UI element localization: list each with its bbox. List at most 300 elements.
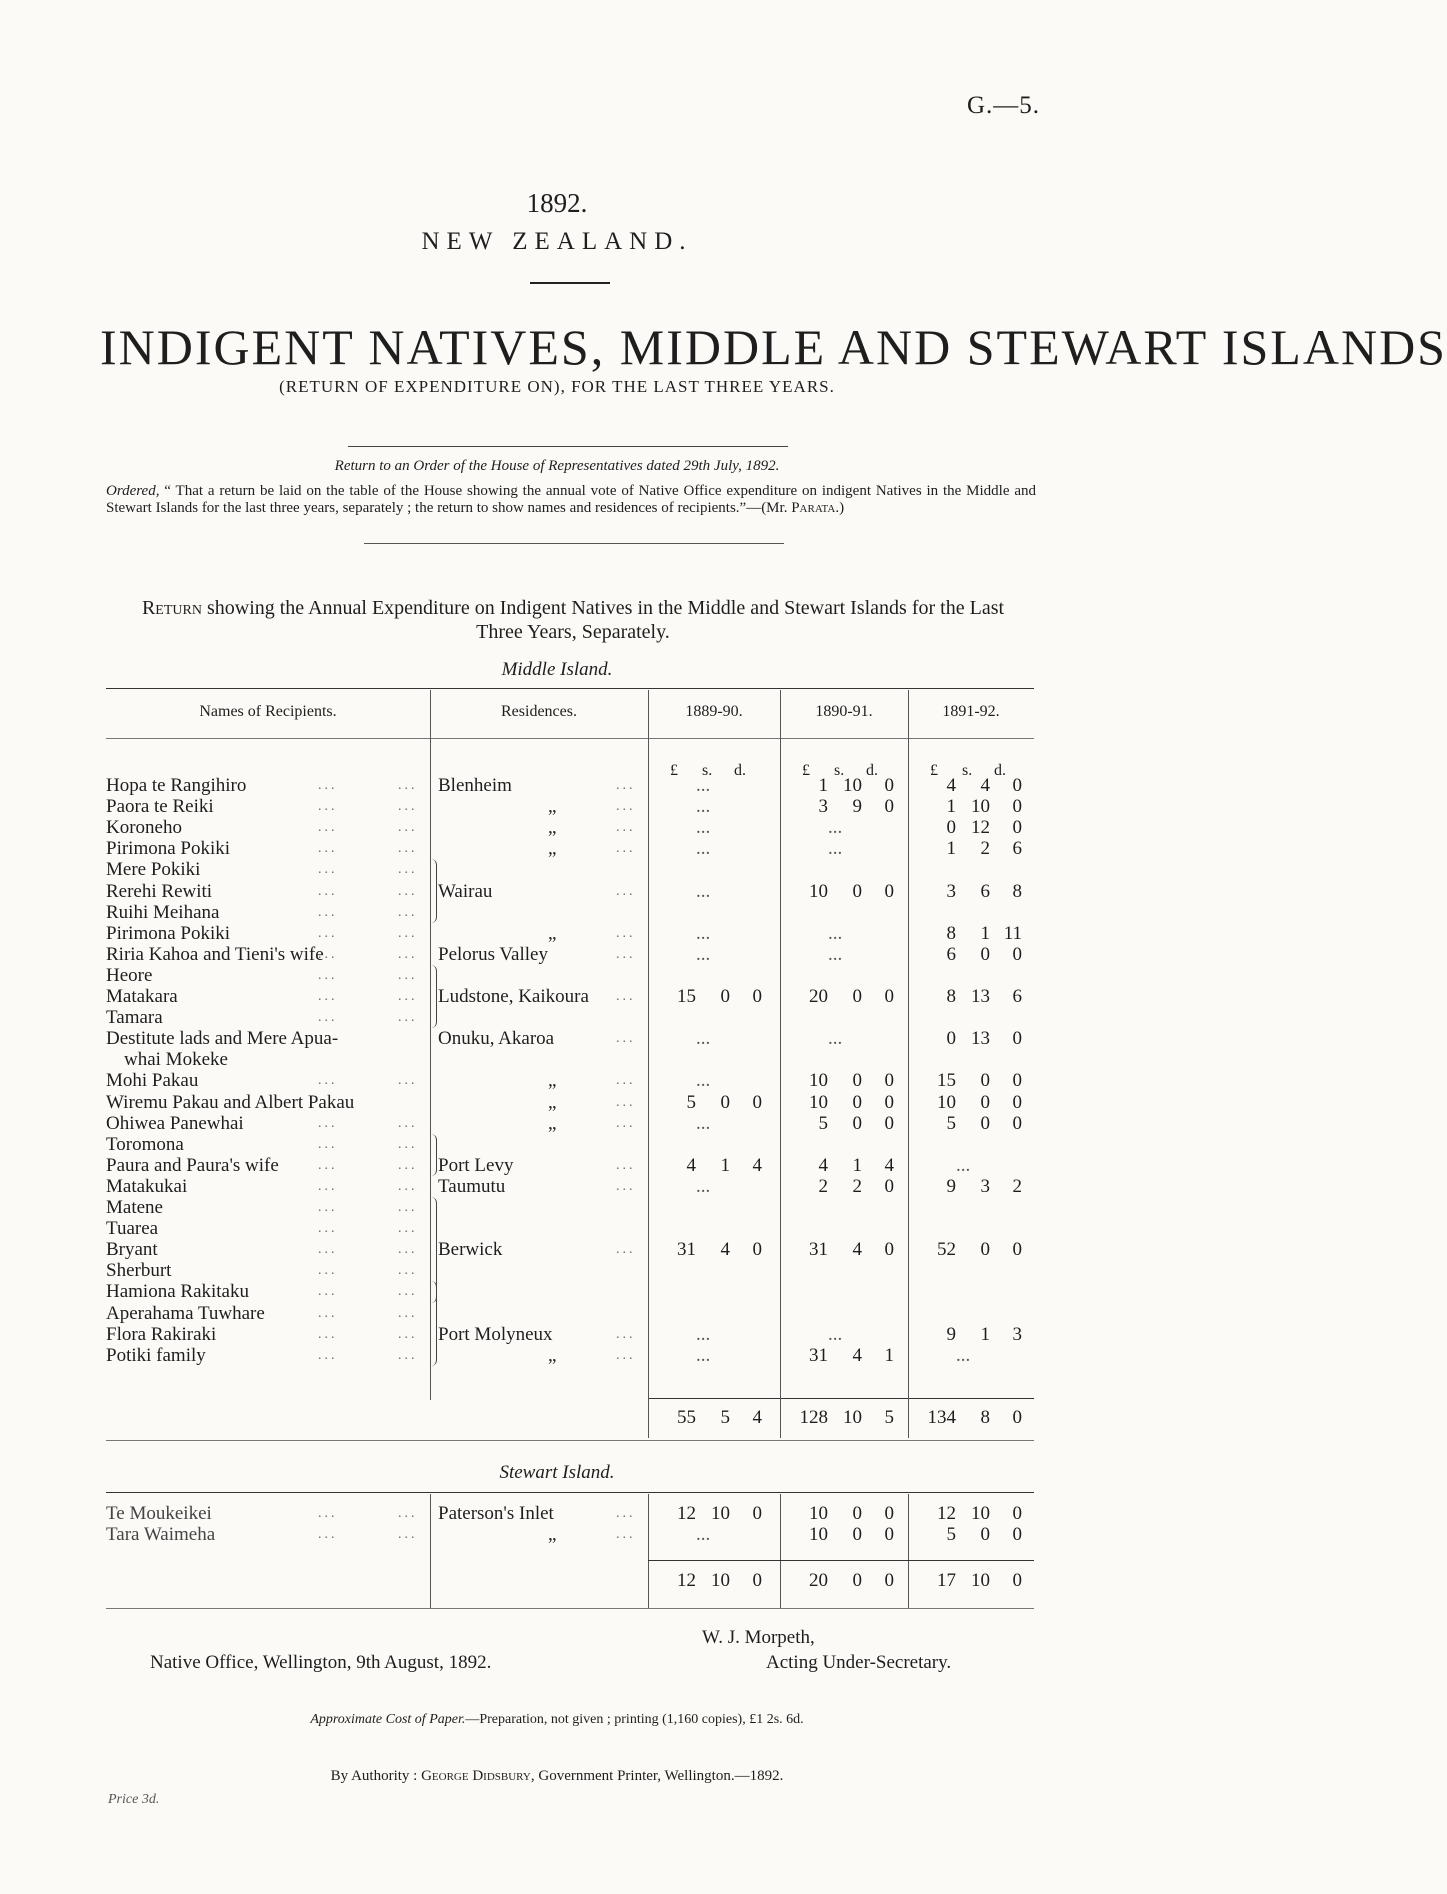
- amount-y91: 2: [1012, 1175, 1022, 1197]
- column-divider: [430, 1494, 431, 1608]
- amount-y91: 0: [1012, 1239, 1022, 1261]
- amount-y89: 4: [720, 1239, 730, 1261]
- column-divider: [648, 690, 649, 1400]
- total-y91: 0: [1012, 1570, 1022, 1591]
- leader-dots: ...: [398, 1178, 418, 1194]
- leader-dots: ...: [398, 904, 418, 920]
- amount-y90: 10: [809, 880, 828, 902]
- recipient-name: Hopa te Rangihiro: [106, 775, 247, 796]
- residence: Paterson's Inlet: [438, 1503, 554, 1524]
- amount-y91: 0: [946, 817, 956, 839]
- leader-dots: ...: [398, 1136, 418, 1152]
- recipient-name: Koroneho: [106, 817, 182, 839]
- leader-dots: ...: [318, 1178, 338, 1194]
- total-y90: 0: [884, 1570, 894, 1591]
- amount-y91: 0: [1012, 1070, 1022, 1092]
- amount-y91: 5: [946, 1524, 956, 1545]
- amount-y89: 10: [711, 1503, 730, 1524]
- divider: [530, 282, 610, 284]
- recipient-name: Tara Waimeha: [106, 1524, 216, 1545]
- leader-dots: ...: [398, 1305, 418, 1321]
- column-divider: [780, 1494, 781, 1608]
- residence: Wairau: [438, 880, 493, 902]
- return-lead: Return: [141, 597, 202, 619]
- amount-y91: 10: [971, 796, 990, 818]
- leader-dots: ...: [616, 799, 636, 815]
- leader-dots: ...: [318, 778, 338, 793]
- residence: „: [548, 838, 557, 860]
- amount-y90: 20: [809, 986, 828, 1007]
- document-reference: G.—5.: [966, 92, 1040, 119]
- currency-unit-label: £: [930, 762, 938, 779]
- amount-y91: 9: [946, 1175, 956, 1197]
- leader-dots: ...: [318, 946, 338, 962]
- recipient-name: Bryant: [106, 1239, 158, 1261]
- recipient-name: Pirimona Pokiki: [106, 838, 231, 860]
- total-y89: 10: [711, 1570, 730, 1591]
- residence: „: [548, 796, 557, 818]
- amount-y89: 0: [752, 1503, 762, 1524]
- amount-y89: 0: [752, 986, 762, 1007]
- amount-y90: 0: [884, 775, 894, 796]
- leader-dots: ...: [616, 1073, 636, 1089]
- amount-y89: 4: [752, 1154, 762, 1176]
- currency-unit-label: d.: [994, 762, 1006, 779]
- amount-y90: 10: [809, 1091, 828, 1113]
- amount-y90: 2: [818, 1175, 828, 1197]
- total-y89: 4: [752, 1407, 762, 1428]
- leader-dots: ...: [398, 967, 418, 983]
- leader-dots: ...: [398, 1242, 418, 1258]
- empty-amount: ...: [696, 1070, 711, 1092]
- page-subtitle: (RETURN OF EXPENDITURE ON), FOR THE LAST THREE YEARS.: [279, 377, 835, 396]
- amount-y90: 10: [809, 1503, 828, 1524]
- middle-island-label: Middle Island.: [501, 659, 613, 680]
- column-header-year-1890-91: 1890-91.: [815, 703, 873, 720]
- empty-amount: ...: [696, 1175, 711, 1197]
- order-reference: Return to an Order of the House of Representatives dated 29th July, 1892.: [334, 458, 780, 474]
- amount-y91: 52: [937, 1239, 956, 1261]
- place-date: Native Office, Wellington, 9th August, 1892.: [150, 1652, 492, 1673]
- order-end: .): [835, 500, 845, 516]
- leader-dots: ...: [398, 1221, 418, 1237]
- column-divider: [908, 1398, 909, 1438]
- amount-y91: 0: [1012, 775, 1022, 796]
- empty-amount: ...: [696, 880, 711, 902]
- amount-y90: 0: [852, 1112, 862, 1134]
- table-head-rule: [106, 738, 1034, 739]
- leader-dots: ...: [318, 1200, 338, 1215]
- total-rule: [648, 1560, 1034, 1561]
- order-text: [106, 483, 1036, 517]
- empty-amount: ...: [696, 817, 711, 839]
- empty-amount: ...: [956, 1344, 971, 1366]
- amount-y90: 10: [809, 1524, 828, 1545]
- cost-label: Approximate Cost of Paper.: [310, 1712, 466, 1727]
- total-y89: 0: [752, 1570, 762, 1591]
- amount-y91: 0: [1012, 943, 1022, 965]
- amount-y90: 0: [884, 1112, 894, 1134]
- printer-lead: By Authority :: [330, 1768, 422, 1784]
- residence: Ludstone, Kaikoura: [438, 986, 589, 1007]
- amount-y89: 12: [677, 1503, 696, 1524]
- residence: „: [548, 1344, 557, 1366]
- currency-unit-label: s.: [962, 762, 973, 779]
- empty-amount: ...: [828, 838, 843, 860]
- amount-y91: 3: [1012, 1323, 1022, 1345]
- amount-y91: 1: [946, 796, 956, 818]
- leader-dots: ...: [398, 1347, 418, 1363]
- leader-dots: ...: [318, 1136, 338, 1152]
- amount-y90: 0: [852, 1091, 862, 1113]
- leader-dots: ...: [616, 1157, 636, 1173]
- empty-amount: ...: [696, 775, 711, 796]
- column-header-names: Names of Recipients.: [199, 703, 337, 720]
- recipient-name: Te Moukeikei: [106, 1503, 212, 1524]
- divider: [348, 446, 788, 447]
- recipient-name: Matene: [106, 1197, 163, 1218]
- divider: [364, 543, 784, 544]
- leader-dots: ...: [616, 1178, 636, 1194]
- amount-y91: 0: [980, 1091, 990, 1113]
- amount-y90: 0: [884, 1091, 894, 1113]
- empty-amount: ...: [696, 1524, 711, 1545]
- residence: Onuku, Akaroa: [438, 1028, 555, 1050]
- amount-y91: 8: [946, 986, 956, 1007]
- residence: „: [548, 1070, 557, 1092]
- total-y91: 8: [980, 1407, 990, 1428]
- amount-y91: 0: [980, 1239, 990, 1261]
- amount-y91: 0: [980, 1524, 990, 1545]
- residence: Blenheim: [438, 775, 512, 796]
- amount-y90: 1: [884, 1344, 894, 1366]
- total-y90: 10: [843, 1407, 862, 1428]
- total-y90: 5: [884, 1407, 894, 1428]
- amount-y91: 0: [1012, 796, 1022, 818]
- empty-amount: ...: [696, 1323, 711, 1345]
- recipient-name: Riria Kahoa and Tieni's wife: [106, 943, 324, 965]
- leader-dots: ...: [616, 778, 636, 793]
- amount-y91: 5: [946, 1112, 956, 1134]
- grouping-brace: [430, 859, 437, 922]
- amount-y91: 3: [980, 1175, 990, 1197]
- amount-y91: 1: [980, 922, 990, 944]
- amount-y90: 0: [884, 1175, 894, 1197]
- amount-y90: 4: [884, 1154, 894, 1176]
- cost-text: —Preparation, not given ; printing (1,160 copies), £1 2s. 6d.: [465, 1712, 804, 1727]
- printer-text: , Government Printer, Wellington.—1892.: [530, 1768, 784, 1784]
- amount-y91: 1: [946, 838, 956, 860]
- amount-y90: 31: [809, 1239, 828, 1261]
- cost-note: [0, 1712, 1114, 1728]
- amount-y91: 0: [1012, 817, 1022, 839]
- leader-dots: ...: [318, 904, 338, 920]
- amount-y91: 13: [971, 1028, 990, 1050]
- country-heading: NEW ZEALAND.: [421, 228, 693, 255]
- amount-y91: 0: [980, 1112, 990, 1134]
- amount-y91: 9: [946, 1323, 956, 1345]
- leader-dots: ...: [398, 1263, 418, 1279]
- column-divider: [780, 690, 781, 1400]
- amount-y89: 4: [686, 1154, 696, 1176]
- leader-dots: ...: [318, 799, 338, 815]
- table-rule: [106, 1440, 1034, 1441]
- empty-amount: ...: [828, 943, 843, 965]
- empty-amount: ...: [696, 838, 711, 860]
- total-y90: 128: [799, 1407, 828, 1428]
- price: Price 3d.: [108, 1792, 160, 1807]
- leader-dots: ...: [318, 967, 338, 983]
- empty-amount: ...: [696, 796, 711, 818]
- amount-y91: 4: [980, 775, 990, 796]
- amount-y91: 12: [971, 817, 990, 839]
- column-divider: [908, 690, 909, 1400]
- leader-dots: ...: [318, 1010, 338, 1026]
- recipient-name: Pirimona Pokiki: [106, 922, 231, 944]
- amount-y90: 0: [884, 880, 894, 902]
- recipient-name: Destitute lads and Mere Apua-: [106, 1028, 339, 1050]
- column-divider: [908, 1494, 909, 1608]
- amount-y91: 0: [946, 1028, 956, 1050]
- recipient-name: Sherburt: [106, 1260, 172, 1282]
- leader-dots: ...: [318, 1326, 338, 1342]
- table-bottom-rule: [106, 1608, 1034, 1609]
- total-rule: [648, 1398, 1034, 1399]
- leader-dots: ...: [398, 883, 418, 899]
- leader-dots: ...: [616, 946, 636, 962]
- amount-y90: 0: [884, 986, 894, 1007]
- grouping-brace: [430, 1281, 437, 1365]
- residence: Port Molyneux: [438, 1323, 553, 1345]
- column-header-year-1889-90: 1889-90.: [685, 703, 743, 720]
- recipient-name: Matakara: [106, 986, 178, 1007]
- leader-dots: ...: [318, 1305, 338, 1321]
- amount-y91: 0: [1012, 1524, 1022, 1545]
- amount-y89: 0: [720, 986, 730, 1007]
- amount-y90: 4: [852, 1239, 862, 1261]
- amount-y91: 11: [1003, 922, 1022, 944]
- total-y91: 17: [937, 1570, 956, 1591]
- empty-amount: ...: [828, 922, 843, 944]
- column-header-year-1891-92: 1891-92.: [942, 703, 1000, 720]
- recipient-name: Mohi Pakau: [106, 1070, 199, 1092]
- leader-dots: ...: [616, 1347, 636, 1363]
- return-heading: [118, 596, 1028, 644]
- amount-y91: 12: [937, 1503, 956, 1524]
- page-title: INDIGENT NATIVES, MIDDLE AND STEWART ISLANDS: [100, 319, 1447, 375]
- grouping-brace: [430, 1134, 437, 1176]
- residence: Port Levy: [438, 1154, 514, 1176]
- order-body: “ That a return be laid on the table of the House showing the annual vote of Native Office expenditure on indigent Natives in the Middle and Stewart Islands for the last three years, separately ; the return to show names and residences of recipients.”—(Mr.: [106, 483, 1036, 516]
- recipient-name: Wiremu Pakau and Albert Pakau: [106, 1091, 355, 1113]
- leader-dots: ...: [318, 1242, 338, 1258]
- leader-dots: ...: [398, 946, 418, 962]
- currency-unit-label: d.: [866, 762, 878, 779]
- recipient-name: Flora Rakiraki: [106, 1323, 217, 1345]
- amount-y90: 0: [852, 880, 862, 902]
- amount-y90: 1: [852, 1154, 862, 1176]
- currency-unit-label: £: [670, 762, 678, 779]
- residence: Pelorus Valley: [438, 943, 548, 965]
- recipient-name: Paura and Paura's wife: [106, 1154, 279, 1176]
- residence: „: [548, 1524, 557, 1545]
- leader-dots: ...: [318, 1157, 338, 1173]
- recipient-name: Heore: [106, 964, 153, 986]
- amount-y91: 10: [971, 1503, 990, 1524]
- total-y89: 55: [677, 1407, 696, 1428]
- leader-dots: ...: [616, 1242, 636, 1258]
- empty-amount: ...: [828, 1323, 843, 1345]
- residence: Berwick: [438, 1239, 503, 1261]
- table-rule: [106, 1492, 1034, 1493]
- amount-y91: 0: [980, 943, 990, 965]
- recipient-name: Mere Pokiki: [106, 859, 201, 881]
- amount-y91: 6: [1012, 986, 1022, 1007]
- column-divider: [648, 1398, 649, 1438]
- empty-amount: ...: [696, 1344, 711, 1366]
- amount-y90: 0: [852, 1503, 862, 1524]
- amount-y90: 10: [809, 1070, 828, 1092]
- amount-y91: 10: [937, 1091, 956, 1113]
- leader-dots: ...: [616, 1527, 636, 1542]
- amount-y91: 3: [946, 880, 956, 902]
- amount-y90: 0: [884, 1239, 894, 1261]
- leader-dots: ...: [398, 841, 418, 857]
- currency-unit-label: s.: [702, 762, 713, 779]
- leader-dots: ...: [616, 820, 636, 836]
- amount-y91: 1: [980, 1323, 990, 1345]
- amount-y89: 1: [720, 1154, 730, 1176]
- amount-y90: 9: [852, 796, 862, 818]
- amount-y91: 6: [1012, 838, 1022, 860]
- amount-y90: 4: [818, 1154, 828, 1176]
- leader-dots: ...: [616, 1094, 636, 1110]
- order-mover: Parata: [791, 500, 836, 516]
- leader-dots: ...: [318, 1073, 338, 1089]
- amount-y90: 0: [884, 1503, 894, 1524]
- amount-y90: 0: [884, 796, 894, 818]
- stewart-island-label: Stewart Island.: [499, 1462, 615, 1483]
- leader-dots: ...: [318, 883, 338, 899]
- amount-y90: 5: [818, 1112, 828, 1134]
- recipient-name: whai Mokeke: [124, 1049, 228, 1071]
- leader-dots: ...: [318, 1527, 338, 1542]
- amount-y91: 4: [946, 775, 956, 796]
- leader-dots: ...: [398, 1326, 418, 1342]
- total-y91: 10: [971, 1570, 990, 1591]
- leader-dots: ...: [398, 1527, 418, 1542]
- amount-y90: 0: [852, 986, 862, 1007]
- recipient-name: Paora te Reiki: [106, 796, 214, 818]
- empty-amount: ...: [696, 922, 711, 944]
- leader-dots: ...: [318, 1284, 338, 1300]
- recipient-name: Rerehi Rewiti: [106, 880, 213, 902]
- leader-dots: ...: [616, 883, 636, 899]
- amount-y90: 10: [843, 775, 862, 796]
- amount-y90: 0: [852, 1524, 862, 1545]
- currency-unit-label: d.: [734, 762, 746, 779]
- amount-y90: 4: [852, 1344, 862, 1366]
- leader-dots: ...: [398, 989, 418, 1004]
- amount-y91: 6: [946, 943, 956, 965]
- residence: Taumutu: [438, 1175, 506, 1197]
- recipient-name: Toromona: [106, 1133, 184, 1155]
- amount-y91: 13: [971, 986, 990, 1007]
- leader-dots: ...: [318, 925, 338, 941]
- amount-y91: 0: [1012, 1503, 1022, 1524]
- residence: „: [548, 1091, 557, 1113]
- empty-amount: ...: [696, 943, 711, 965]
- leader-dots: ...: [398, 1157, 418, 1173]
- year: 1892.: [526, 188, 588, 218]
- leader-dots: ...: [318, 1506, 338, 1521]
- column-header-residences: Residences.: [501, 703, 577, 720]
- amount-y90: 0: [884, 1524, 894, 1545]
- recipient-name: Aperahama Tuwhare: [106, 1302, 265, 1324]
- leader-dots: ...: [318, 1263, 338, 1279]
- leader-dots: ...: [616, 841, 636, 857]
- leader-dots: ...: [616, 1506, 636, 1521]
- residence: „: [548, 817, 557, 839]
- empty-amount: ...: [956, 1154, 971, 1176]
- amount-y90: 0: [852, 1070, 862, 1092]
- leader-dots: ...: [318, 1347, 338, 1363]
- total-y90: 0: [852, 1570, 862, 1591]
- amount-y90: 31: [809, 1344, 828, 1366]
- recipient-name: Hamiona Rakitaku: [106, 1281, 249, 1303]
- table-top-rule: [106, 688, 1034, 689]
- grouping-brace: [430, 965, 437, 1028]
- return-body: showing the Annual Expenditure on Indigent Natives in the Middle and Stewart Islands for the Last Three Years, Separately.: [201, 597, 1005, 643]
- amount-y91: 8: [946, 922, 956, 944]
- amount-y91: 0: [1012, 1091, 1022, 1113]
- recipient-name: Ohiwea Panewhai: [106, 1112, 244, 1134]
- residence: „: [548, 1112, 557, 1134]
- leader-dots: ...: [318, 841, 338, 857]
- amount-y89: 0: [720, 1091, 730, 1113]
- leader-dots: ...: [318, 989, 338, 1004]
- amount-y91: 0: [1012, 1112, 1022, 1134]
- total-y91: 0: [1012, 1407, 1022, 1428]
- amount-y91: 2: [980, 838, 990, 860]
- order-lead: Ordered,: [106, 483, 160, 499]
- leader-dots: ...: [398, 1010, 418, 1026]
- amount-y89: 31: [677, 1239, 696, 1261]
- leader-dots: ...: [398, 778, 418, 793]
- leader-dots: ...: [398, 1506, 418, 1521]
- leader-dots: ...: [318, 1115, 338, 1131]
- recipient-name: Matakukai: [106, 1175, 188, 1197]
- currency-unit-label: £: [802, 762, 810, 779]
- column-divider: [648, 1494, 649, 1608]
- leader-dots: ...: [616, 1326, 636, 1342]
- leader-dots: ...: [398, 1200, 418, 1215]
- amount-y90: 3: [818, 796, 828, 818]
- signatory-title: Acting Under-Secretary.: [766, 1652, 952, 1673]
- amount-y90: 2: [852, 1175, 862, 1197]
- recipient-name: Potiki family: [106, 1344, 206, 1366]
- amount-y91: 0: [1012, 1028, 1022, 1050]
- total-y89: 12: [677, 1570, 696, 1591]
- leader-dots: ...: [398, 1284, 418, 1300]
- leader-dots: ...: [318, 1221, 338, 1237]
- column-divider: [780, 1398, 781, 1438]
- amount-y89: 0: [752, 1091, 762, 1113]
- leader-dots: ...: [616, 1115, 636, 1131]
- leader-dots: ...: [398, 1073, 418, 1089]
- recipient-name: Tuarea: [106, 1218, 159, 1240]
- amount-y91: 15: [937, 1070, 956, 1092]
